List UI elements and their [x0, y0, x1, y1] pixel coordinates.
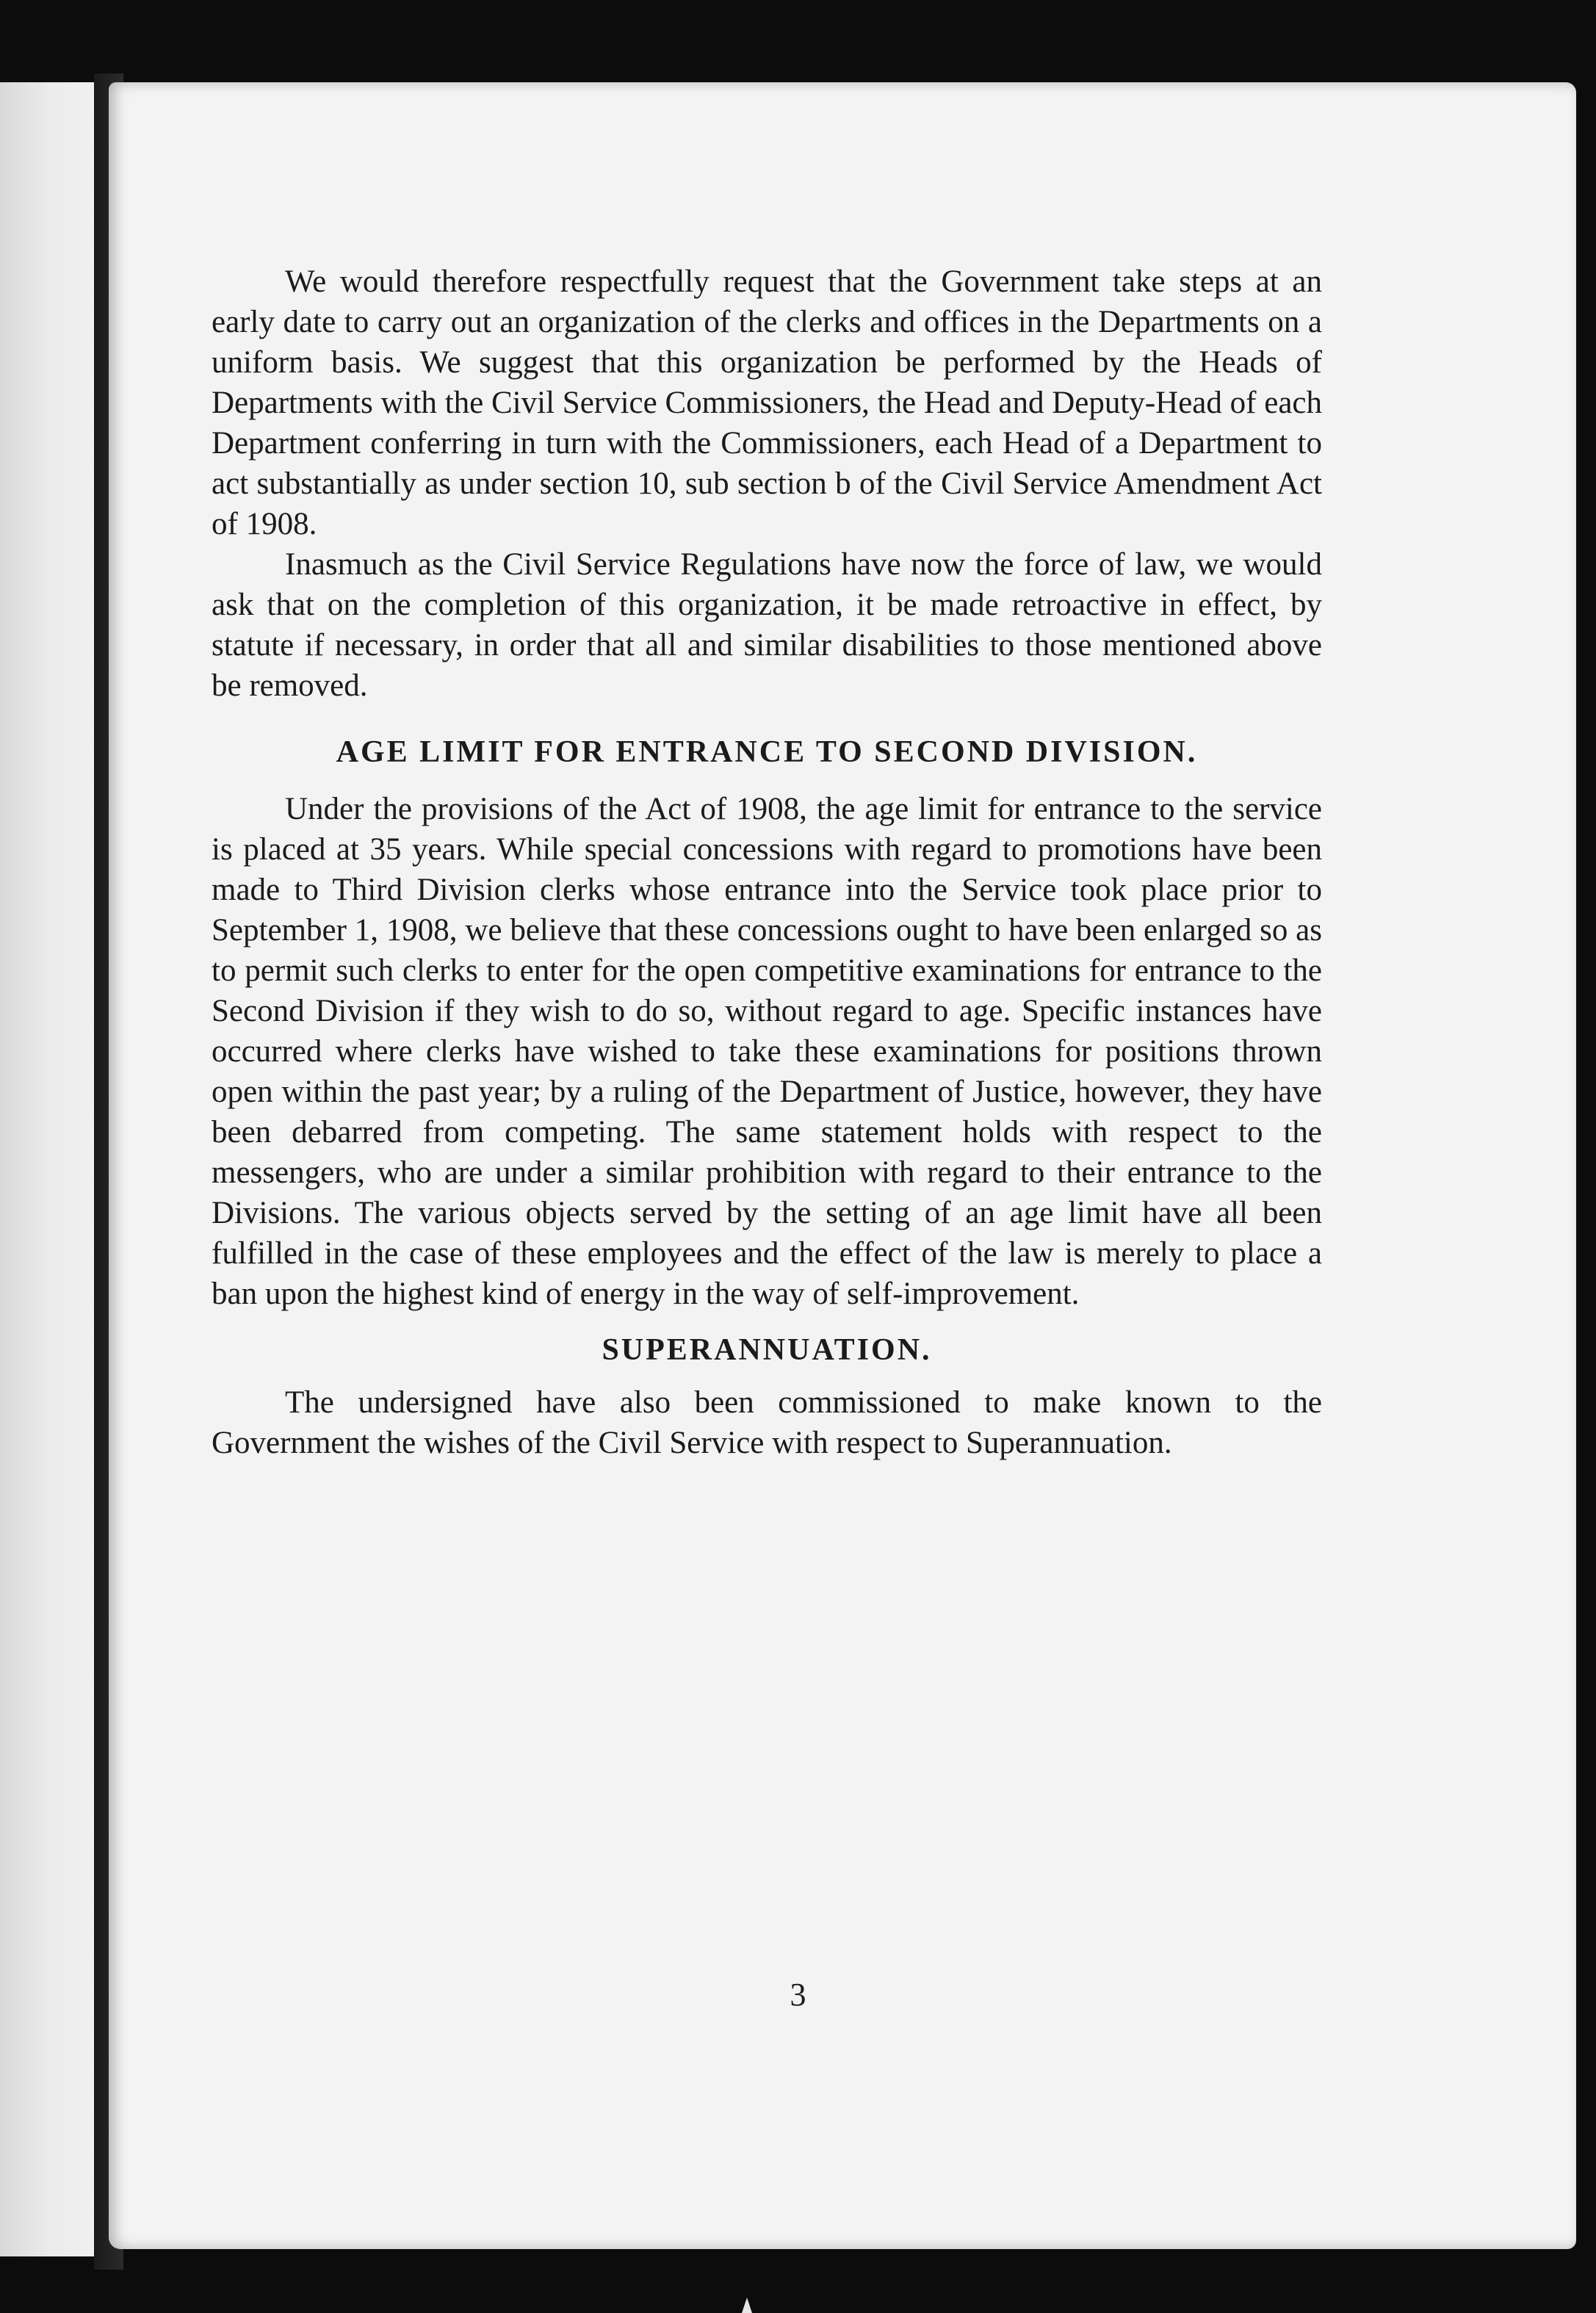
superannuation-paragraph: The undersigned have also been commissioned to make known to the Government the wishes of the Civil Service with respect to Superannuation. [212, 1385, 1322, 1460]
body-paragraph: We would therefore respectfully request that the Government take steps at an early date to carry out an organization of the clerks and offices in the Departments on a uniform basis. We suggest that this organization be performed by the Heads of Departments with the Civil Service Commissioners, the Head and Deputy-Head of each Department conferring in turn with the Commissioners, each Head of a Department to act substantially as under section 10, sub section b of the Civil Service Amendment Act of 1908. [212, 264, 1322, 541]
section-heading-superannuation: SUPERANNUATION. [602, 1333, 932, 1367]
section-heading-age-limit: AGE LIMIT FOR ENTRANCE TO SECOND DIVISION. [336, 735, 1198, 769]
body-paragraph: Inasmuch as the Civil Service Regulations have now the force of law, we would ask that on the completion of this organization, it be made retroactive in effect, by statute if necessary, in order that all and similar disabilities to those mentioned above be removed. [212, 547, 1322, 703]
facing-page-edge [0, 82, 94, 2256]
scan-artifact [742, 2298, 752, 2313]
age-limit-paragraph: Under the provisions of the Act of 1908, the age limit for entrance to the service is placed at 35 years. While special concessions with regard to promotions have been made to Third Division clerks whose entrance into the Service took place prior to September 1, 1908, we believe that these concessions ought to have been enlarged so as to permit such clerks to enter for the open competitive examinations for entrance to the Second Division if they wish to do so, without regard to age. Specific instances have occurred where clerks have wished to take these examinations for positions thrown open within the past year; by a ruling of the Department of Justice, however, they have been debarred from competing. The same statement holds with respect to the messengers, who are under a similar prohibition with regard to their entrance to the Divisions. The various objects served by the setting of an age limit have all been fulfilled in the case of these employees and the effect of the law is merely to place a ban upon the highest kind of energy in the way of self-improvement. [212, 792, 1322, 1311]
page-number: 3 [790, 1977, 806, 2013]
page-body [212, 261, 1322, 1463]
